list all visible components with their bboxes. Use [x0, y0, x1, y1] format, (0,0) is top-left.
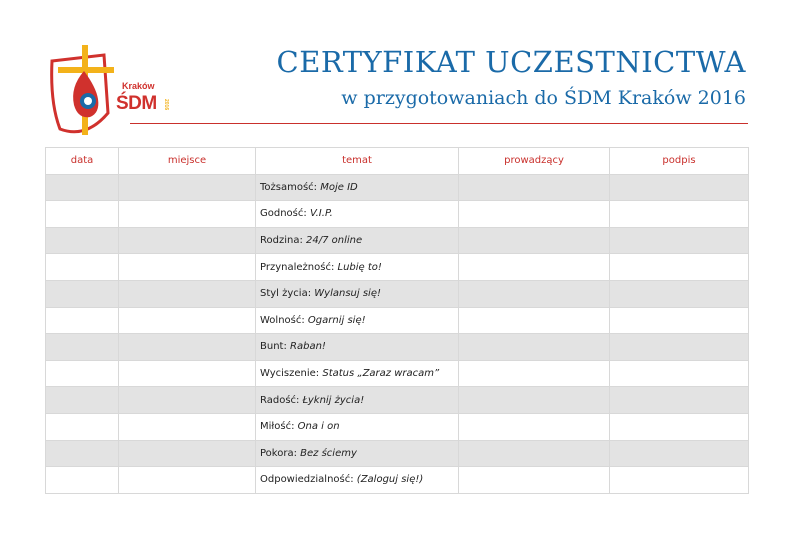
- cell-place[interactable]: [119, 227, 256, 254]
- cell-place[interactable]: [119, 413, 256, 440]
- attendance-table: [45, 147, 749, 494]
- table-row: [46, 467, 749, 494]
- cell-place[interactable]: [119, 334, 256, 361]
- cell-topic: [256, 280, 459, 307]
- table-row: [46, 227, 749, 254]
- table-header-row: [46, 148, 749, 175]
- table-row: [46, 440, 749, 467]
- column-header-prowadzacy: prowadzący: [459, 148, 610, 175]
- cell-signature[interactable]: [610, 201, 749, 228]
- topic-title: 24/7 online: [306, 235, 363, 247]
- cell-date[interactable]: [46, 254, 119, 281]
- topic-title: V.I.P.: [309, 208, 333, 220]
- cell-leader[interactable]: [459, 307, 610, 334]
- column-header-podpis: podpis: [610, 148, 749, 175]
- cell-leader[interactable]: [459, 254, 610, 281]
- certificate-subtitle: w przygotowaniach do ŚDM Kraków 2016: [341, 87, 746, 109]
- cell-signature[interactable]: [610, 360, 749, 387]
- cell-topic: [256, 227, 459, 254]
- cell-date[interactable]: [46, 467, 119, 494]
- cell-topic: [256, 467, 459, 494]
- cell-place[interactable]: [119, 360, 256, 387]
- cell-place[interactable]: [119, 387, 256, 414]
- topic-label: Miłość:: [260, 421, 295, 433]
- cell-topic: [256, 440, 459, 467]
- cell-leader[interactable]: [459, 227, 610, 254]
- logo-city-text: Kraków: [122, 81, 155, 91]
- topic-label: Radość:: [260, 394, 300, 406]
- cell-signature[interactable]: [610, 334, 749, 361]
- table-row: [46, 387, 749, 414]
- topic-label: Odpowiedzialność:: [260, 474, 354, 486]
- topic-label: Godność:: [260, 208, 307, 220]
- cell-place[interactable]: [119, 467, 256, 494]
- cell-leader[interactable]: [459, 174, 610, 201]
- topic-label: Wyciszenie:: [260, 368, 320, 380]
- topic-label: Tożsamość:: [260, 181, 318, 193]
- cell-signature[interactable]: [610, 440, 749, 467]
- table-row: [46, 280, 749, 307]
- table-row: [46, 254, 749, 281]
- cell-signature[interactable]: [610, 413, 749, 440]
- cell-leader[interactable]: [459, 387, 610, 414]
- topic-title: Status „Zaraz wracam”: [322, 368, 440, 380]
- cell-signature[interactable]: [610, 307, 749, 334]
- table-row: [46, 360, 749, 387]
- cell-place[interactable]: [119, 280, 256, 307]
- cell-date[interactable]: [46, 413, 119, 440]
- topic-title: Moje ID: [320, 181, 358, 193]
- logo-year-text: 2016: [163, 99, 169, 111]
- topic-title: Ona i on: [297, 421, 340, 433]
- column-header-data: data: [46, 148, 119, 175]
- cell-date[interactable]: [46, 280, 119, 307]
- topic-label: Styl życia:: [260, 288, 312, 300]
- header-divider: [130, 123, 748, 124]
- cell-leader[interactable]: [459, 467, 610, 494]
- cell-date[interactable]: [46, 360, 119, 387]
- topic-title: Ogarnij się!: [307, 314, 366, 326]
- cell-place[interactable]: [119, 307, 256, 334]
- cell-leader[interactable]: [459, 360, 610, 387]
- cell-signature[interactable]: [610, 254, 749, 281]
- topic-label: Przynależność:: [260, 261, 335, 273]
- cell-date[interactable]: [46, 174, 119, 201]
- cell-topic: [256, 334, 459, 361]
- cell-leader[interactable]: [459, 440, 610, 467]
- topic-title: (Zaloguj się!): [356, 474, 424, 486]
- cell-place[interactable]: [119, 440, 256, 467]
- cell-date[interactable]: [46, 334, 119, 361]
- cell-signature[interactable]: [610, 387, 749, 414]
- cell-signature[interactable]: [610, 174, 749, 201]
- cell-date[interactable]: [46, 387, 119, 414]
- topic-title: Wylansuj się!: [314, 288, 381, 300]
- column-header-miejsce: miejsce: [119, 148, 256, 175]
- topic-label: Wolność:: [260, 314, 305, 326]
- cell-date[interactable]: [46, 227, 119, 254]
- table-row: [46, 413, 749, 440]
- topic-title: Lubię to!: [337, 261, 382, 273]
- cell-topic: [256, 360, 459, 387]
- table-row: [46, 307, 749, 334]
- topic-title: Łyknij życia!: [302, 394, 365, 406]
- topic-title: Raban!: [290, 341, 326, 353]
- logo-sdm-text: ŚDM: [116, 93, 157, 114]
- cell-date[interactable]: [46, 201, 119, 228]
- topic-label: Pokora:: [260, 447, 297, 459]
- cell-topic: [256, 307, 459, 334]
- table-row: [46, 201, 749, 228]
- cell-signature[interactable]: [610, 280, 749, 307]
- column-header-temat: temat: [256, 148, 459, 175]
- cell-leader[interactable]: [459, 201, 610, 228]
- topic-label: Rodzina:: [260, 235, 303, 247]
- cell-place[interactable]: [119, 254, 256, 281]
- table-row: [46, 174, 749, 201]
- cell-date[interactable]: [46, 307, 119, 334]
- certificate-title: CERTYFIKAT UCZESTNICTWA: [276, 45, 746, 79]
- sdm-logo: [46, 43, 176, 143]
- cell-place[interactable]: [119, 174, 256, 201]
- cell-signature[interactable]: [610, 467, 749, 494]
- topic-label: Bunt:: [260, 341, 287, 353]
- cell-leader[interactable]: [459, 413, 610, 440]
- cell-leader[interactable]: [459, 280, 610, 307]
- cell-topic: [256, 387, 459, 414]
- table-row: [46, 334, 749, 361]
- cell-topic: [256, 254, 459, 281]
- cell-topic: [256, 174, 459, 201]
- cell-signature[interactable]: [610, 227, 749, 254]
- cell-date[interactable]: [46, 440, 119, 467]
- cell-topic: [256, 413, 459, 440]
- topic-title: Bez ściemy: [300, 447, 357, 459]
- cell-leader[interactable]: [459, 334, 610, 361]
- cell-place[interactable]: [119, 201, 256, 228]
- cell-topic: [256, 201, 459, 228]
